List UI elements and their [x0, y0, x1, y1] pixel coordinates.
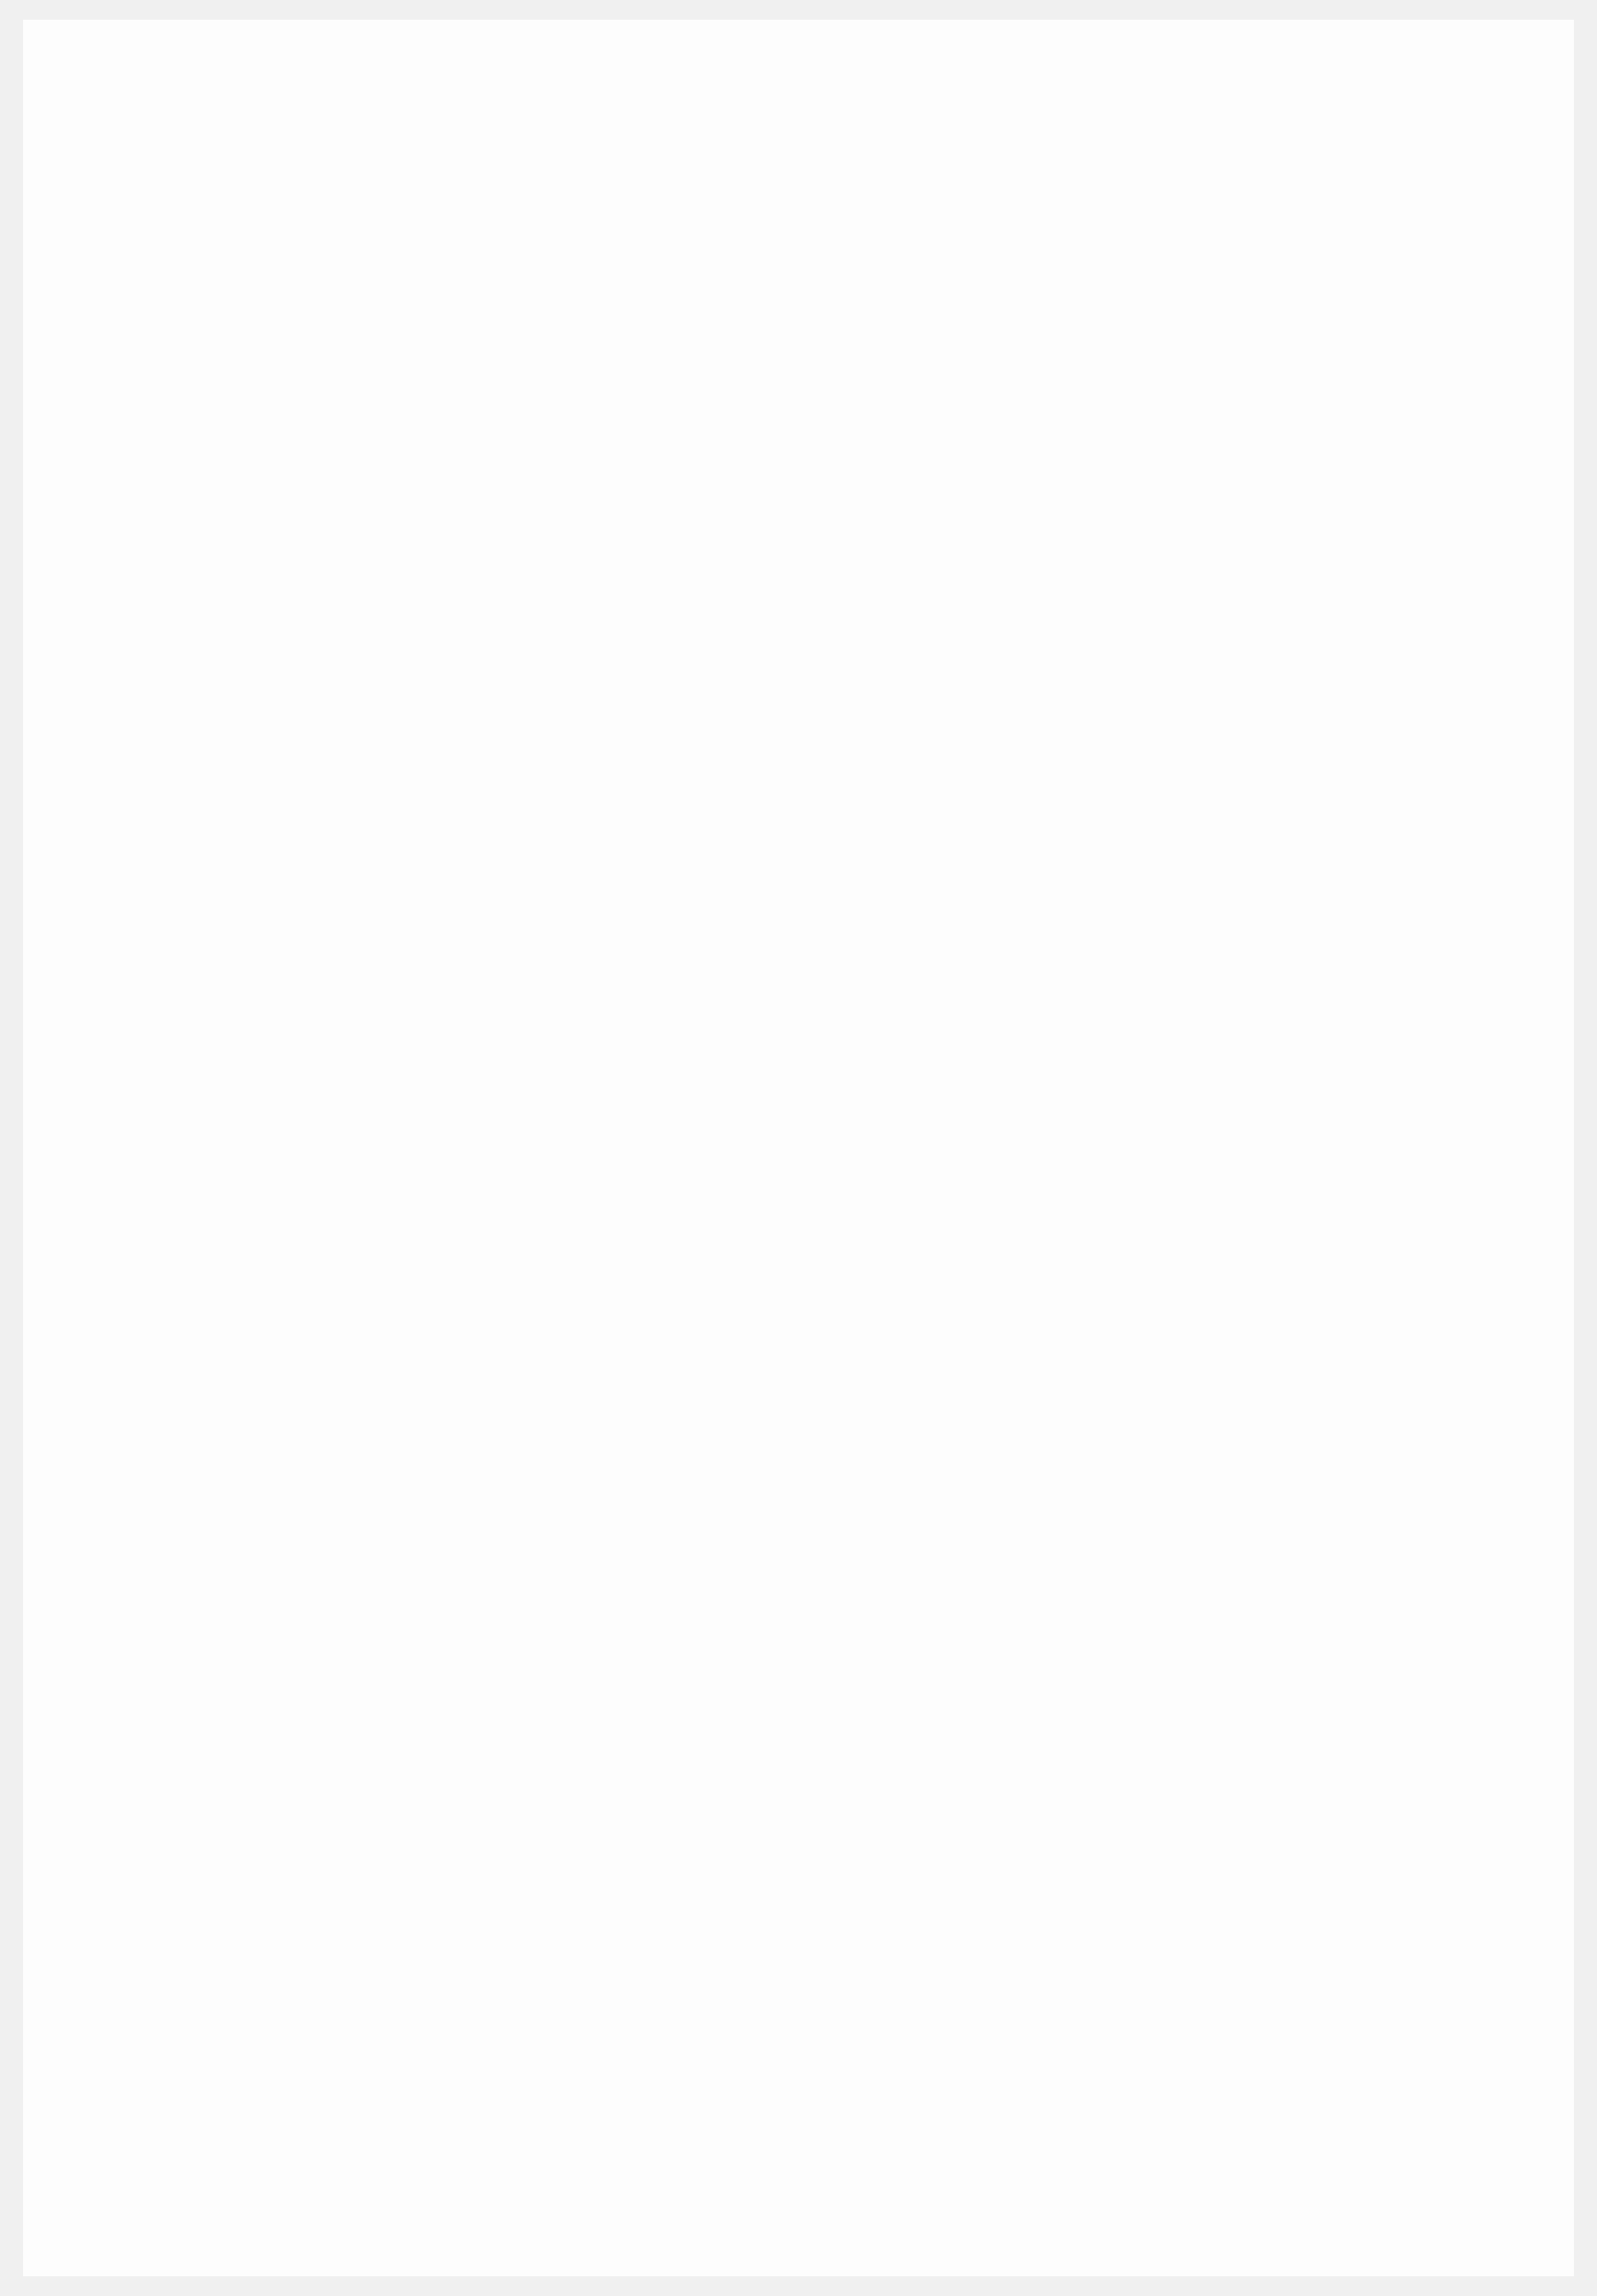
- lesson-title: [481, 145, 514, 188]
- worksheet-page: [23, 20, 1574, 2276]
